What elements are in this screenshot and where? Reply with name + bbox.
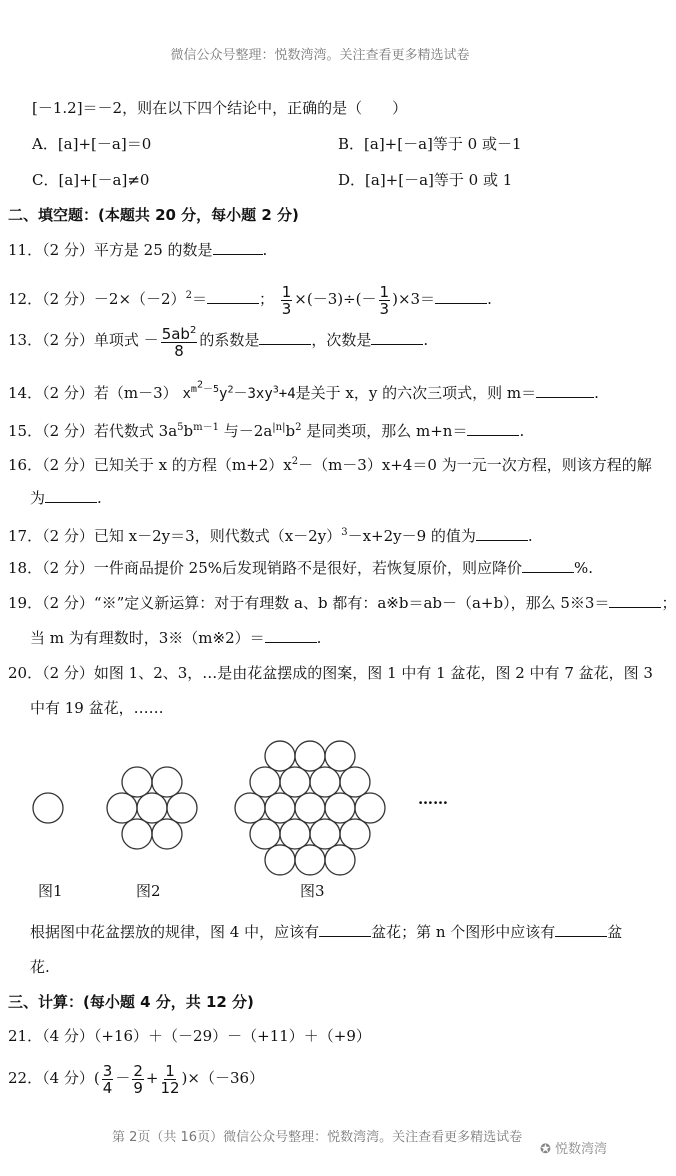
flower-pot (250, 767, 280, 797)
q10-stem: [－1.2]＝－2，则在以下四个结论中，正确的是（ ） (32, 99, 408, 117)
flower-pot (235, 793, 265, 823)
flower-pot (33, 793, 63, 823)
ellipsis: …… (418, 790, 448, 808)
q11: 11．（2 分）平方是 25 的数是 . (8, 241, 268, 259)
q17: 17．（2 分）已知 x－2y＝3，则代数式$(x-2y)^3-x+2y-9$ 的值为 . (8, 527, 533, 545)
answer-blank[interactable] (213, 240, 263, 255)
flower-pot (152, 819, 182, 849)
flower-pot (340, 819, 370, 849)
flower-pot (310, 767, 340, 797)
flower-pot (310, 819, 340, 849)
flower-pot (340, 767, 370, 797)
q12: 12．（2 分）$-2\times(-2)^2=$ ； $\frac{1}{3}$ ×(－3)÷(－ $\frac{1}{3}$ )×3＝ . (8, 282, 492, 318)
flower-pot (167, 793, 197, 823)
flower-pot (325, 741, 355, 771)
q10-option-d: D．[a]+[－a]等于 0 或 1 (338, 171, 513, 189)
answer-blank[interactable] (536, 383, 594, 398)
flower-pot (355, 793, 385, 823)
flower-pot (265, 845, 295, 875)
answer-blank[interactable] (45, 488, 97, 503)
answer-blank[interactable] (555, 922, 607, 937)
fraction: $\frac{1}{3}$ (281, 282, 292, 318)
answer-blank[interactable] (371, 330, 423, 345)
figure-1-caption: 图1 (38, 882, 63, 900)
fraction: $\frac{3}{4}$ (102, 1061, 113, 1097)
watermark: ✪ 悦数湾湾 (540, 1142, 608, 1157)
flower-pot (137, 793, 167, 823)
flower-pot (295, 845, 325, 875)
flower-pot (122, 767, 152, 797)
q13: 13．（2 分）单项式 － $\frac{5ab^2}{8}$ 的系数是 ，次数是 . (8, 325, 429, 360)
answer-blank[interactable] (609, 593, 661, 608)
q16: 16．（2 分）已知关于 x 的方程$(m+2)x^2-(m-3)x+4=0$ 为一元一次方程，则该方程的解 (8, 456, 652, 474)
flower-pot (280, 819, 310, 849)
q19-continued: 当 m 为有理数时，3※（m※2）＝ . (30, 629, 322, 647)
q15: 15．（2 分）若代数式 $3a^5b^{m-1}$ 与$-2a^{|n|}b^2$ 是同类项，那么 m+n＝ . (8, 422, 525, 440)
q20-question: 根据图中花盆摆放的规律，图 4 中，应该有 盆花；第 n 个图形中应该有 盆 (30, 923, 623, 941)
answer-blank[interactable] (207, 289, 259, 304)
flower-pot (295, 793, 325, 823)
figure-2-caption: 图2 (136, 882, 161, 900)
q10-option-b: B．[a]+[－a]等于 0 或－1 (338, 135, 522, 153)
flower-pot (250, 819, 280, 849)
flower-pot (152, 767, 182, 797)
q20-continued: 中有 19 盆花，…… (30, 699, 164, 717)
q19: 19．（2 分）“※”定义新运算：对于有理数 a、b 都有：a※b＝ab－（a+b），那么 5※3＝ ； (8, 594, 676, 612)
q10-option-a: A．[a]+[－a]＝0 (32, 135, 152, 153)
q10-option-c: C．[a]+[－a]≠0 (32, 171, 150, 189)
section3-title: 三、计算：(每小题 4 分，共 12 分) (8, 993, 254, 1011)
wechat-icon: ✪ (540, 1142, 556, 1157)
answer-blank[interactable] (319, 922, 371, 937)
answer-blank[interactable] (259, 330, 311, 345)
figure-3-caption: 图3 (300, 882, 325, 900)
flower-pot (265, 793, 295, 823)
q16-continued: 为 . (30, 489, 102, 507)
fraction: $\frac{5ab^2}{8}$ (161, 325, 197, 360)
answer-blank[interactable] (265, 628, 317, 643)
q18: 18．（2 分）一件商品提价 25%后发现销路不是很好，若恢复原价，则应降价 %. (8, 559, 594, 577)
answer-blank[interactable] (476, 526, 528, 541)
answer-blank[interactable] (435, 289, 487, 304)
fraction: $\frac{2}{9}$ (133, 1061, 143, 1097)
flower-pot (122, 819, 152, 849)
page-header: 微信公众号整理：悦数湾湾。关注查看更多精选试卷 (170, 48, 470, 63)
flower-pot (295, 741, 325, 771)
q22: 22．（4 分）( $\frac{3}{4}$ － $\frac{2}{9}$ + $\frac{1}{12}$ )×（－36） (8, 1061, 265, 1097)
flower-pot (280, 767, 310, 797)
answer-blank[interactable] (467, 421, 519, 436)
answer-blank[interactable] (522, 558, 574, 573)
q21: 21．（4 分）（+16）＋（－29）－（+11）＋（+9） (8, 1027, 371, 1045)
q14: 14．（2 分）若（m－3） $x^{m^2-5}y^2-3xy^3+4$是关于 x，y 的六次三项式，则 m＝ . (8, 380, 599, 402)
fraction: $\frac{1}{3}$ (379, 282, 390, 318)
section2-title: 二、填空题：(本题共 20 分，每小题 2 分) (8, 206, 299, 224)
page-footer: 第 2页（共 16页）微信公众号整理：悦数湾湾。关注查看更多精选试卷 (112, 1130, 523, 1145)
flower-pot (107, 793, 137, 823)
q20: 20．（2 分）如图 1、2、3，…是由花盆摆成的图案，图 1 中有 1 盆花，图 2 中有 7 盆花，图 3 (8, 664, 653, 682)
q20-question-continued: 花. (30, 958, 50, 976)
fraction: $\frac{1}{12}$ (160, 1061, 180, 1097)
flower-pot (325, 793, 355, 823)
flower-pot (325, 845, 355, 875)
flower-pot (265, 741, 295, 771)
